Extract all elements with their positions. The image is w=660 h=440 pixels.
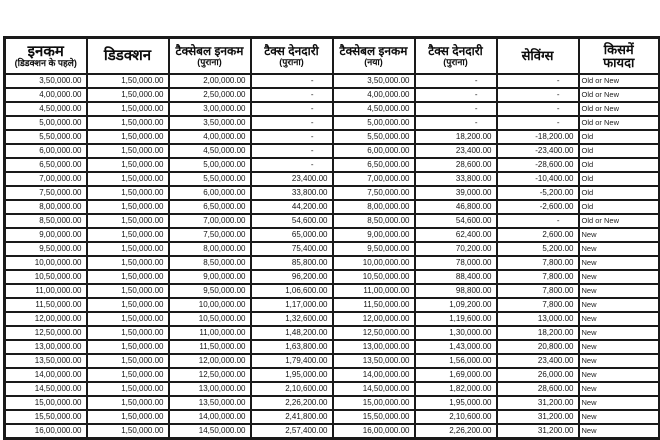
table-row xyxy=(5,312,660,326)
cell-tax-liability-old: - xyxy=(251,144,333,158)
cell-benefit: New xyxy=(579,382,660,396)
cell-taxable-income-old: 7,00,000.00 xyxy=(169,214,251,228)
cell-savings: 31,200.00 xyxy=(497,424,579,439)
cell-benefit: Old or New xyxy=(579,74,660,88)
cell-tax-liability-old: 2,57,400.00 xyxy=(251,424,333,439)
col-header-savings-title: सेविंग्स xyxy=(521,48,554,64)
cell-income: 7,50,000.00 xyxy=(5,186,87,200)
cell-deduction: 1,50,000.00 xyxy=(87,158,169,172)
cell-taxable-income-old: 7,50,000.00 xyxy=(169,228,251,242)
cell-benefit: New xyxy=(579,228,660,242)
cell-income: 5,50,000.00 xyxy=(5,130,87,144)
cell-taxable-income-old: 8,00,000.00 xyxy=(169,242,251,256)
cell-tax-liability-old: 2,10,600.00 xyxy=(251,382,333,396)
cell-taxable-income-old: 8,50,000.00 xyxy=(169,256,251,270)
cell-taxable-income-new: 15,00,000.00 xyxy=(333,396,415,410)
cell-tax-liability-old: 65,000.00 xyxy=(251,228,333,242)
cell-tax-liability-new: - xyxy=(415,74,497,88)
table-row xyxy=(5,144,660,158)
cell-deduction: 1,50,000.00 xyxy=(87,298,169,312)
cell-tax-liability-old: 2,26,200.00 xyxy=(251,396,333,410)
table-body xyxy=(5,74,660,439)
col-header-taxable-income-new xyxy=(333,38,415,75)
cell-tax-liability-new: 1,19,600.00 xyxy=(415,312,497,326)
cell-tax-liability-new: - xyxy=(415,116,497,130)
cell-taxable-income-new: 10,00,000.00 xyxy=(333,256,415,270)
col-header-income xyxy=(5,38,87,75)
cell-savings: 7,800.00 xyxy=(497,270,579,284)
cell-taxable-income-old: 9,00,000.00 xyxy=(169,270,251,284)
cell-taxable-income-old: 14,00,000.00 xyxy=(169,410,251,424)
cell-tax-liability-new: 1,30,000.00 xyxy=(415,326,497,340)
cell-deduction: 1,50,000.00 xyxy=(87,186,169,200)
cell-savings: 26,000.00 xyxy=(497,368,579,382)
cell-income: 6,00,000.00 xyxy=(5,144,87,158)
cell-savings: 28,600.00 xyxy=(497,382,579,396)
cell-tax-liability-old: - xyxy=(251,74,333,88)
cell-taxable-income-new: 7,50,000.00 xyxy=(333,186,415,200)
col-header-benefit xyxy=(579,38,660,75)
cell-deduction: 1,50,000.00 xyxy=(87,102,169,116)
col-header-savings xyxy=(497,38,579,75)
cell-taxable-income-old: 5,50,000.00 xyxy=(169,172,251,186)
cell-deduction: 1,50,000.00 xyxy=(87,242,169,256)
cell-savings: -5,200.00 xyxy=(497,186,579,200)
table-row xyxy=(5,200,660,214)
cell-taxable-income-old: 4,50,000.00 xyxy=(169,144,251,158)
cell-savings: -23,400.00 xyxy=(497,144,579,158)
col-header-taxable-income-old-subtitle: (पुराना) xyxy=(197,56,222,67)
cell-savings: 5,200.00 xyxy=(497,242,579,256)
col-header-tax-liability-new-title: टैक्स देनदारी xyxy=(428,44,483,59)
table-row xyxy=(5,172,660,186)
cell-taxable-income-old: 12,50,000.00 xyxy=(169,368,251,382)
cell-savings: 23,400.00 xyxy=(497,354,579,368)
cell-tax-liability-new: 23,400.00 xyxy=(415,144,497,158)
cell-taxable-income-new: 14,00,000.00 xyxy=(333,368,415,382)
cell-taxable-income-old: 2,00,000.00 xyxy=(169,74,251,88)
cell-income: 13,50,000.00 xyxy=(5,354,87,368)
cell-deduction: 1,50,000.00 xyxy=(87,312,169,326)
cell-tax-liability-new: 1,56,000.00 xyxy=(415,354,497,368)
cell-deduction: 1,50,000.00 xyxy=(87,116,169,130)
cell-tax-liability-new: 1,69,000.00 xyxy=(415,368,497,382)
cell-income: 8,00,000.00 xyxy=(5,200,87,214)
cell-income: 4,00,000.00 xyxy=(5,88,87,102)
cell-taxable-income-old: 14,50,000.00 xyxy=(169,424,251,439)
cell-benefit: New xyxy=(579,410,660,424)
table-row xyxy=(5,130,660,144)
cell-benefit: Old xyxy=(579,144,660,158)
cell-tax-liability-old: - xyxy=(251,88,333,102)
cell-income: 8,50,000.00 xyxy=(5,214,87,228)
col-header-tax-liability-new xyxy=(415,38,497,75)
table-row xyxy=(5,74,660,88)
cell-savings: 31,200.00 xyxy=(497,396,579,410)
cell-savings: 31,200.00 xyxy=(497,410,579,424)
cell-benefit: New xyxy=(579,284,660,298)
cell-savings: - xyxy=(497,74,579,88)
cell-income: 11,00,000.00 xyxy=(5,284,87,298)
cell-tax-liability-old: 1,32,600.00 xyxy=(251,312,333,326)
cell-benefit: Old xyxy=(579,172,660,186)
cell-benefit: Old xyxy=(579,200,660,214)
cell-deduction: 1,50,000.00 xyxy=(87,396,169,410)
cell-taxable-income-new: 9,00,000.00 xyxy=(333,228,415,242)
cell-deduction: 1,50,000.00 xyxy=(87,270,169,284)
cell-deduction: 1,50,000.00 xyxy=(87,228,169,242)
cell-taxable-income-new: 9,50,000.00 xyxy=(333,242,415,256)
cell-income: 15,50,000.00 xyxy=(5,410,87,424)
table-row xyxy=(5,298,660,312)
cell-taxable-income-old: 5,00,000.00 xyxy=(169,158,251,172)
cell-benefit: New xyxy=(579,256,660,270)
cell-tax-liability-old: - xyxy=(251,102,333,116)
cell-taxable-income-old: 2,50,000.00 xyxy=(169,88,251,102)
cell-tax-liability-old: 1,63,800.00 xyxy=(251,340,333,354)
table-row xyxy=(5,186,660,200)
cell-tax-liability-old: 1,48,200.00 xyxy=(251,326,333,340)
cell-savings: 18,200.00 xyxy=(497,326,579,340)
cell-taxable-income-old: 10,00,000.00 xyxy=(169,298,251,312)
cell-taxable-income-new: 5,50,000.00 xyxy=(333,130,415,144)
cell-income: 12,50,000.00 xyxy=(5,326,87,340)
cell-tax-liability-new: 2,26,200.00 xyxy=(415,424,497,439)
cell-benefit: New xyxy=(579,354,660,368)
cell-taxable-income-old: 13,00,000.00 xyxy=(169,382,251,396)
cell-savings: 7,800.00 xyxy=(497,284,579,298)
cell-taxable-income-new: 10,50,000.00 xyxy=(333,270,415,284)
cell-income: 11,50,000.00 xyxy=(5,298,87,312)
cell-tax-liability-new: 54,600.00 xyxy=(415,214,497,228)
cell-taxable-income-old: 10,50,000.00 xyxy=(169,312,251,326)
cell-tax-liability-new: 46,800.00 xyxy=(415,200,497,214)
table-row xyxy=(5,382,660,396)
cell-taxable-income-new: 6,00,000.00 xyxy=(333,144,415,158)
cell-income: 12,00,000.00 xyxy=(5,312,87,326)
cell-savings: 20,800.00 xyxy=(497,340,579,354)
cell-deduction: 1,50,000.00 xyxy=(87,410,169,424)
cell-tax-liability-new: 78,000.00 xyxy=(415,256,497,270)
col-header-taxable-income-old-title: टैक्सेबल इनकम xyxy=(175,44,244,59)
cell-taxable-income-old: 3,50,000.00 xyxy=(169,116,251,130)
cell-deduction: 1,50,000.00 xyxy=(87,144,169,158)
cell-benefit: New xyxy=(579,242,660,256)
cell-taxable-income-new: 13,00,000.00 xyxy=(333,340,415,354)
cell-savings: - xyxy=(497,214,579,228)
col-header-deduction-title: डिडक्शन xyxy=(103,47,152,65)
cell-income: 5,00,000.00 xyxy=(5,116,87,130)
cell-tax-liability-old: 85,800.00 xyxy=(251,256,333,270)
cell-taxable-income-new: 7,00,000.00 xyxy=(333,172,415,186)
table-row xyxy=(5,242,660,256)
cell-savings: 13,000.00 xyxy=(497,312,579,326)
cell-income: 9,00,000.00 xyxy=(5,228,87,242)
cell-benefit: Old xyxy=(579,130,660,144)
col-header-benefit-title: किसमें xyxy=(603,41,634,57)
cell-deduction: 1,50,000.00 xyxy=(87,354,169,368)
cell-deduction: 1,50,000.00 xyxy=(87,284,169,298)
cell-deduction: 1,50,000.00 xyxy=(87,340,169,354)
cell-savings: 7,800.00 xyxy=(497,298,579,312)
col-header-taxable-income-new-title: टैक्सेबल इनकम xyxy=(339,44,408,59)
cell-tax-liability-new: 1,82,000.00 xyxy=(415,382,497,396)
cell-taxable-income-new: 4,00,000.00 xyxy=(333,88,415,102)
table-row xyxy=(5,424,660,439)
cell-taxable-income-old: 13,50,000.00 xyxy=(169,396,251,410)
cell-benefit: Old or New xyxy=(579,88,660,102)
cell-tax-liability-new: 1,95,000.00 xyxy=(415,396,497,410)
cell-taxable-income-old: 11,00,000.00 xyxy=(169,326,251,340)
table-row xyxy=(5,396,660,410)
cell-savings: 2,600.00 xyxy=(497,228,579,242)
cell-taxable-income-new: 12,00,000.00 xyxy=(333,312,415,326)
cell-benefit: New xyxy=(579,326,660,340)
cell-tax-liability-old: 75,400.00 xyxy=(251,242,333,256)
cell-benefit: New xyxy=(579,424,660,439)
cell-tax-liability-new: 18,200.00 xyxy=(415,130,497,144)
cell-tax-liability-old: 54,600.00 xyxy=(251,214,333,228)
cell-tax-liability-old: 1,17,000.00 xyxy=(251,298,333,312)
cell-savings: - xyxy=(497,102,579,116)
cell-deduction: 1,50,000.00 xyxy=(87,368,169,382)
cell-tax-liability-old: 2,41,800.00 xyxy=(251,410,333,424)
col-header-tax-liability-old-title: टैक्स देनदारी xyxy=(264,44,319,59)
table-row xyxy=(5,214,660,228)
cell-taxable-income-new: 11,00,000.00 xyxy=(333,284,415,298)
cell-income: 3,50,000.00 xyxy=(5,74,87,88)
cell-savings: - xyxy=(497,116,579,130)
cell-tax-liability-old: 1,06,600.00 xyxy=(251,284,333,298)
cell-income: 6,50,000.00 xyxy=(5,158,87,172)
cell-savings: -10,400.00 xyxy=(497,172,579,186)
cell-income: 9,50,000.00 xyxy=(5,242,87,256)
cell-income: 4,50,000.00 xyxy=(5,102,87,116)
table-row xyxy=(5,368,660,382)
cell-savings: 7,800.00 xyxy=(497,256,579,270)
cell-tax-liability-new: - xyxy=(415,88,497,102)
cell-savings: -18,200.00 xyxy=(497,130,579,144)
table-row xyxy=(5,326,660,340)
col-header-income-title: इनकम xyxy=(27,42,64,60)
cell-income: 10,00,000.00 xyxy=(5,256,87,270)
cell-deduction: 1,50,000.00 xyxy=(87,74,169,88)
cell-tax-liability-old: 96,200.00 xyxy=(251,270,333,284)
col-header-benefit-subtitle: फायदा xyxy=(603,55,635,70)
cell-deduction: 1,50,000.00 xyxy=(87,200,169,214)
cell-taxable-income-old: 12,00,000.00 xyxy=(169,354,251,368)
cell-savings: -2,600.00 xyxy=(497,200,579,214)
cell-income: 7,00,000.00 xyxy=(5,172,87,186)
col-header-income-subtitle: (डिडक्शन के पहले) xyxy=(14,58,77,69)
table-row xyxy=(5,158,660,172)
cell-taxable-income-old: 4,00,000.00 xyxy=(169,130,251,144)
cell-income: 14,00,000.00 xyxy=(5,368,87,382)
cell-benefit: New xyxy=(579,312,660,326)
cell-income: 14,50,000.00 xyxy=(5,382,87,396)
cell-tax-liability-new: 28,600.00 xyxy=(415,158,497,172)
cell-deduction: 1,50,000.00 xyxy=(87,130,169,144)
cell-deduction: 1,50,000.00 xyxy=(87,424,169,439)
cell-benefit: Old xyxy=(579,158,660,172)
cell-taxable-income-new: 15,50,000.00 xyxy=(333,410,415,424)
cell-tax-liability-new: 39,000.00 xyxy=(415,186,497,200)
cell-income: 15,00,000.00 xyxy=(5,396,87,410)
cell-income: 16,00,000.00 xyxy=(5,424,87,439)
cell-taxable-income-new: 14,50,000.00 xyxy=(333,382,415,396)
tax-comparison-table xyxy=(3,36,660,440)
cell-savings: -28,600.00 xyxy=(497,158,579,172)
cell-taxable-income-new: 4,50,000.00 xyxy=(333,102,415,116)
table-row xyxy=(5,340,660,354)
cell-deduction: 1,50,000.00 xyxy=(87,256,169,270)
cell-benefit: New xyxy=(579,298,660,312)
cell-taxable-income-new: 5,00,000.00 xyxy=(333,116,415,130)
table-row xyxy=(5,410,660,424)
col-header-tax-liability-old-subtitle: (पुराना) xyxy=(279,56,304,67)
col-header-taxable-income-new-subtitle: (नया) xyxy=(364,56,383,67)
table-row xyxy=(5,116,660,130)
cell-taxable-income-old: 9,50,000.00 xyxy=(169,284,251,298)
cell-taxable-income-old: 6,00,000.00 xyxy=(169,186,251,200)
cell-tax-liability-old: - xyxy=(251,130,333,144)
cell-tax-liability-new: 2,10,600.00 xyxy=(415,410,497,424)
cell-tax-liability-old: 44,200.00 xyxy=(251,200,333,214)
col-header-tax-liability-new-subtitle: (पुराना) xyxy=(443,56,468,67)
table-row xyxy=(5,284,660,298)
cell-tax-liability-new: 1,09,200.00 xyxy=(415,298,497,312)
cell-taxable-income-new: 8,50,000.00 xyxy=(333,214,415,228)
cell-tax-liability-old: 1,79,400.00 xyxy=(251,354,333,368)
cell-benefit: New xyxy=(579,368,660,382)
table-row xyxy=(5,256,660,270)
cell-tax-liability-new: 1,43,000.00 xyxy=(415,340,497,354)
cell-tax-liability-new: 62,400.00 xyxy=(415,228,497,242)
cell-taxable-income-new: 6,50,000.00 xyxy=(333,158,415,172)
table-row xyxy=(5,88,660,102)
cell-tax-liability-old: - xyxy=(251,116,333,130)
header-row xyxy=(5,38,660,75)
cell-taxable-income-new: 16,00,000.00 xyxy=(333,424,415,439)
cell-deduction: 1,50,000.00 xyxy=(87,88,169,102)
cell-taxable-income-new: 12,50,000.00 xyxy=(333,326,415,340)
col-header-taxable-income-old xyxy=(169,38,251,75)
table-row xyxy=(5,228,660,242)
cell-tax-liability-new: 33,800.00 xyxy=(415,172,497,186)
cell-tax-liability-old: - xyxy=(251,158,333,172)
cell-benefit: Old xyxy=(579,186,660,200)
cell-deduction: 1,50,000.00 xyxy=(87,326,169,340)
cell-taxable-income-new: 8,00,000.00 xyxy=(333,200,415,214)
cell-tax-liability-new: 98,800.00 xyxy=(415,284,497,298)
cell-savings: - xyxy=(497,88,579,102)
cell-taxable-income-old: 3,00,000.00 xyxy=(169,102,251,116)
cell-deduction: 1,50,000.00 xyxy=(87,172,169,186)
cell-benefit: Old or New xyxy=(579,116,660,130)
cell-deduction: 1,50,000.00 xyxy=(87,214,169,228)
cell-benefit: New xyxy=(579,396,660,410)
table-row xyxy=(5,354,660,368)
table-row xyxy=(5,102,660,116)
cell-taxable-income-old: 6,50,000.00 xyxy=(169,200,251,214)
cell-taxable-income-old: 11,50,000.00 xyxy=(169,340,251,354)
cell-tax-liability-old: 23,400.00 xyxy=(251,172,333,186)
cell-tax-liability-old: 1,95,000.00 xyxy=(251,368,333,382)
cell-tax-liability-new: - xyxy=(415,102,497,116)
cell-income: 13,00,000.00 xyxy=(5,340,87,354)
cell-benefit: New xyxy=(579,270,660,284)
cell-tax-liability-old: 33,800.00 xyxy=(251,186,333,200)
cell-benefit: Old or New xyxy=(579,102,660,116)
cell-deduction: 1,50,000.00 xyxy=(87,382,169,396)
col-header-tax-liability-old xyxy=(251,38,333,75)
cell-tax-liability-new: 70,200.00 xyxy=(415,242,497,256)
cell-benefit: New xyxy=(579,340,660,354)
cell-taxable-income-new: 11,50,000.00 xyxy=(333,298,415,312)
col-header-deduction xyxy=(87,38,169,75)
table-row xyxy=(5,270,660,284)
cell-taxable-income-new: 3,50,000.00 xyxy=(333,74,415,88)
cell-tax-liability-new: 88,400.00 xyxy=(415,270,497,284)
cell-income: 10,50,000.00 xyxy=(5,270,87,284)
cell-taxable-income-new: 13,50,000.00 xyxy=(333,354,415,368)
cell-benefit: Old or New xyxy=(579,214,660,228)
